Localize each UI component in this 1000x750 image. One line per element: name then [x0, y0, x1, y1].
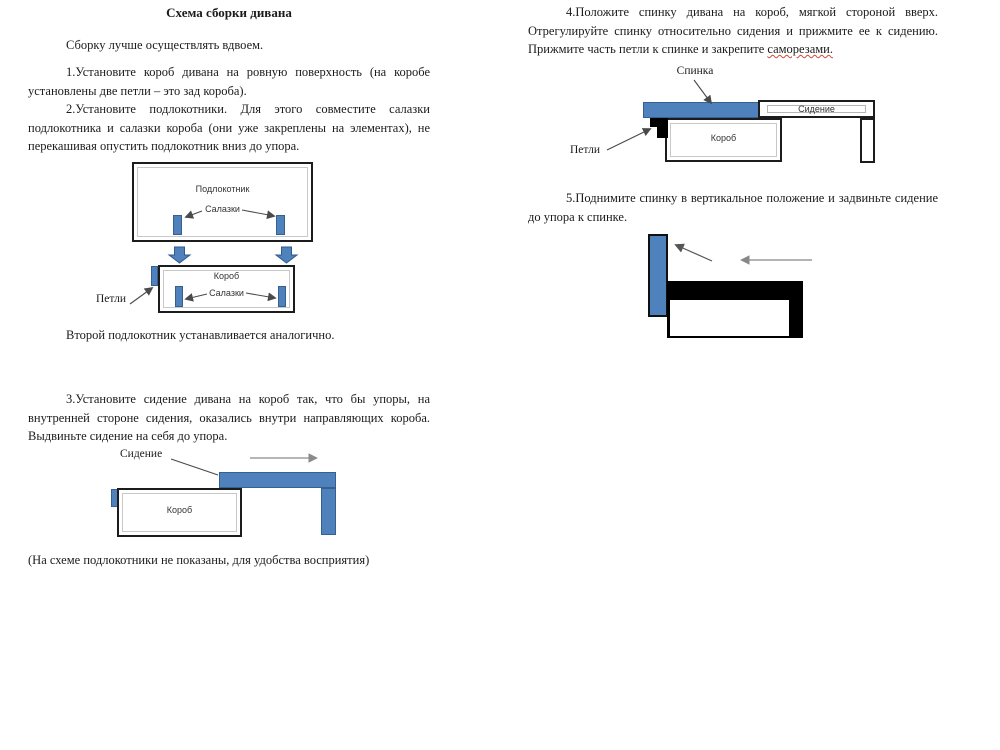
- diagram-seat-install: [90, 445, 360, 540]
- diagram-backrest-upright: [620, 225, 855, 345]
- block-arrow-down-left-icon: [169, 247, 190, 263]
- hinges-label: Петли: [96, 293, 127, 305]
- step4-paragraph: [528, 3, 938, 59]
- armrest-box-shape: [132, 162, 313, 242]
- korob-slider-left: [175, 286, 183, 307]
- seat-bar-shape: [219, 472, 336, 488]
- step4-text: 4.Положите спинку дивана на короб, мягкой стороной вверх. Отрегулируйте спинку относительно сидения и прижмите ее к сидению. Прижмите часть петли к спинке и закрепите: [528, 5, 938, 56]
- arrow-back-callout: [694, 80, 711, 103]
- seat-callout-label: Сидение: [120, 448, 163, 460]
- arrow-hinges-callout: [607, 129, 650, 150]
- intro-paragraph: Сборку лучше осуществлять вдвоем.: [66, 38, 264, 52]
- sliders-label-korob: Салазки: [209, 288, 244, 298]
- page-title: Схема сборки дивана: [166, 5, 292, 20]
- arrow-hinges-callout: [130, 288, 152, 304]
- hinges-label: Петли: [570, 144, 601, 156]
- armrest-note-paragraph: Второй подлокотник устанавливается аналогично.: [66, 328, 335, 342]
- schema-note-paragraph: (На схеме подлокотники не показаны, для удобства восприятия): [28, 553, 370, 567]
- seat-label: Сидение: [798, 104, 835, 114]
- slider-shape-left: [173, 215, 182, 235]
- seat-callout-line: [171, 459, 218, 475]
- diagram-backrest-lay: [555, 60, 895, 170]
- hinge-tab-shape: [151, 266, 158, 286]
- korob-slider-right: [278, 286, 286, 307]
- arrow-lift-back: [676, 245, 712, 261]
- korob-label: Короб: [213, 271, 240, 281]
- korob-white-shape: [670, 300, 789, 336]
- block-arrow-down-right-icon: [276, 247, 297, 263]
- armrest-label: Подлокотник: [195, 184, 250, 194]
- step5-paragraph: 5.Поднимите спинку в вертикальное положение и задвиньте сидение до упора к спинке.: [528, 191, 938, 224]
- step4-misspelled-word: саморезами.: [767, 42, 833, 56]
- step3-paragraph: 3.Установите сидение дивана на короб так, что бы упоры, на внутренней стороне сидения, оказались внутри направляющих короба. Выдвиньте сидение на себя до упора.: [28, 392, 430, 443]
- seat-leg-shape: [321, 488, 336, 535]
- diagram-armrest-install: [90, 158, 325, 323]
- backrest-bar-shape: [643, 102, 760, 118]
- back-callout-label: Спинка: [676, 65, 714, 77]
- seat-leg-outline: [860, 118, 875, 163]
- korob-label: Короб: [710, 133, 737, 143]
- korob-label: Короб: [166, 505, 193, 515]
- step1-paragraph: 1.Установите короб дивана на ровную поверхность (на коробе установлены две петли – это зад короба).: [28, 65, 430, 98]
- slider-shape-right: [276, 215, 285, 235]
- step2-paragraph: 2.Установите подлокотники. Для этого совместите салазки подлокотника и салазки короба (они уже закреплены на элементах), не перекашивая опустить подлокотник вниз до упора.: [28, 102, 430, 153]
- sliders-label-armrest: Салазки: [205, 204, 240, 214]
- backrest-vertical-shape: [648, 234, 668, 317]
